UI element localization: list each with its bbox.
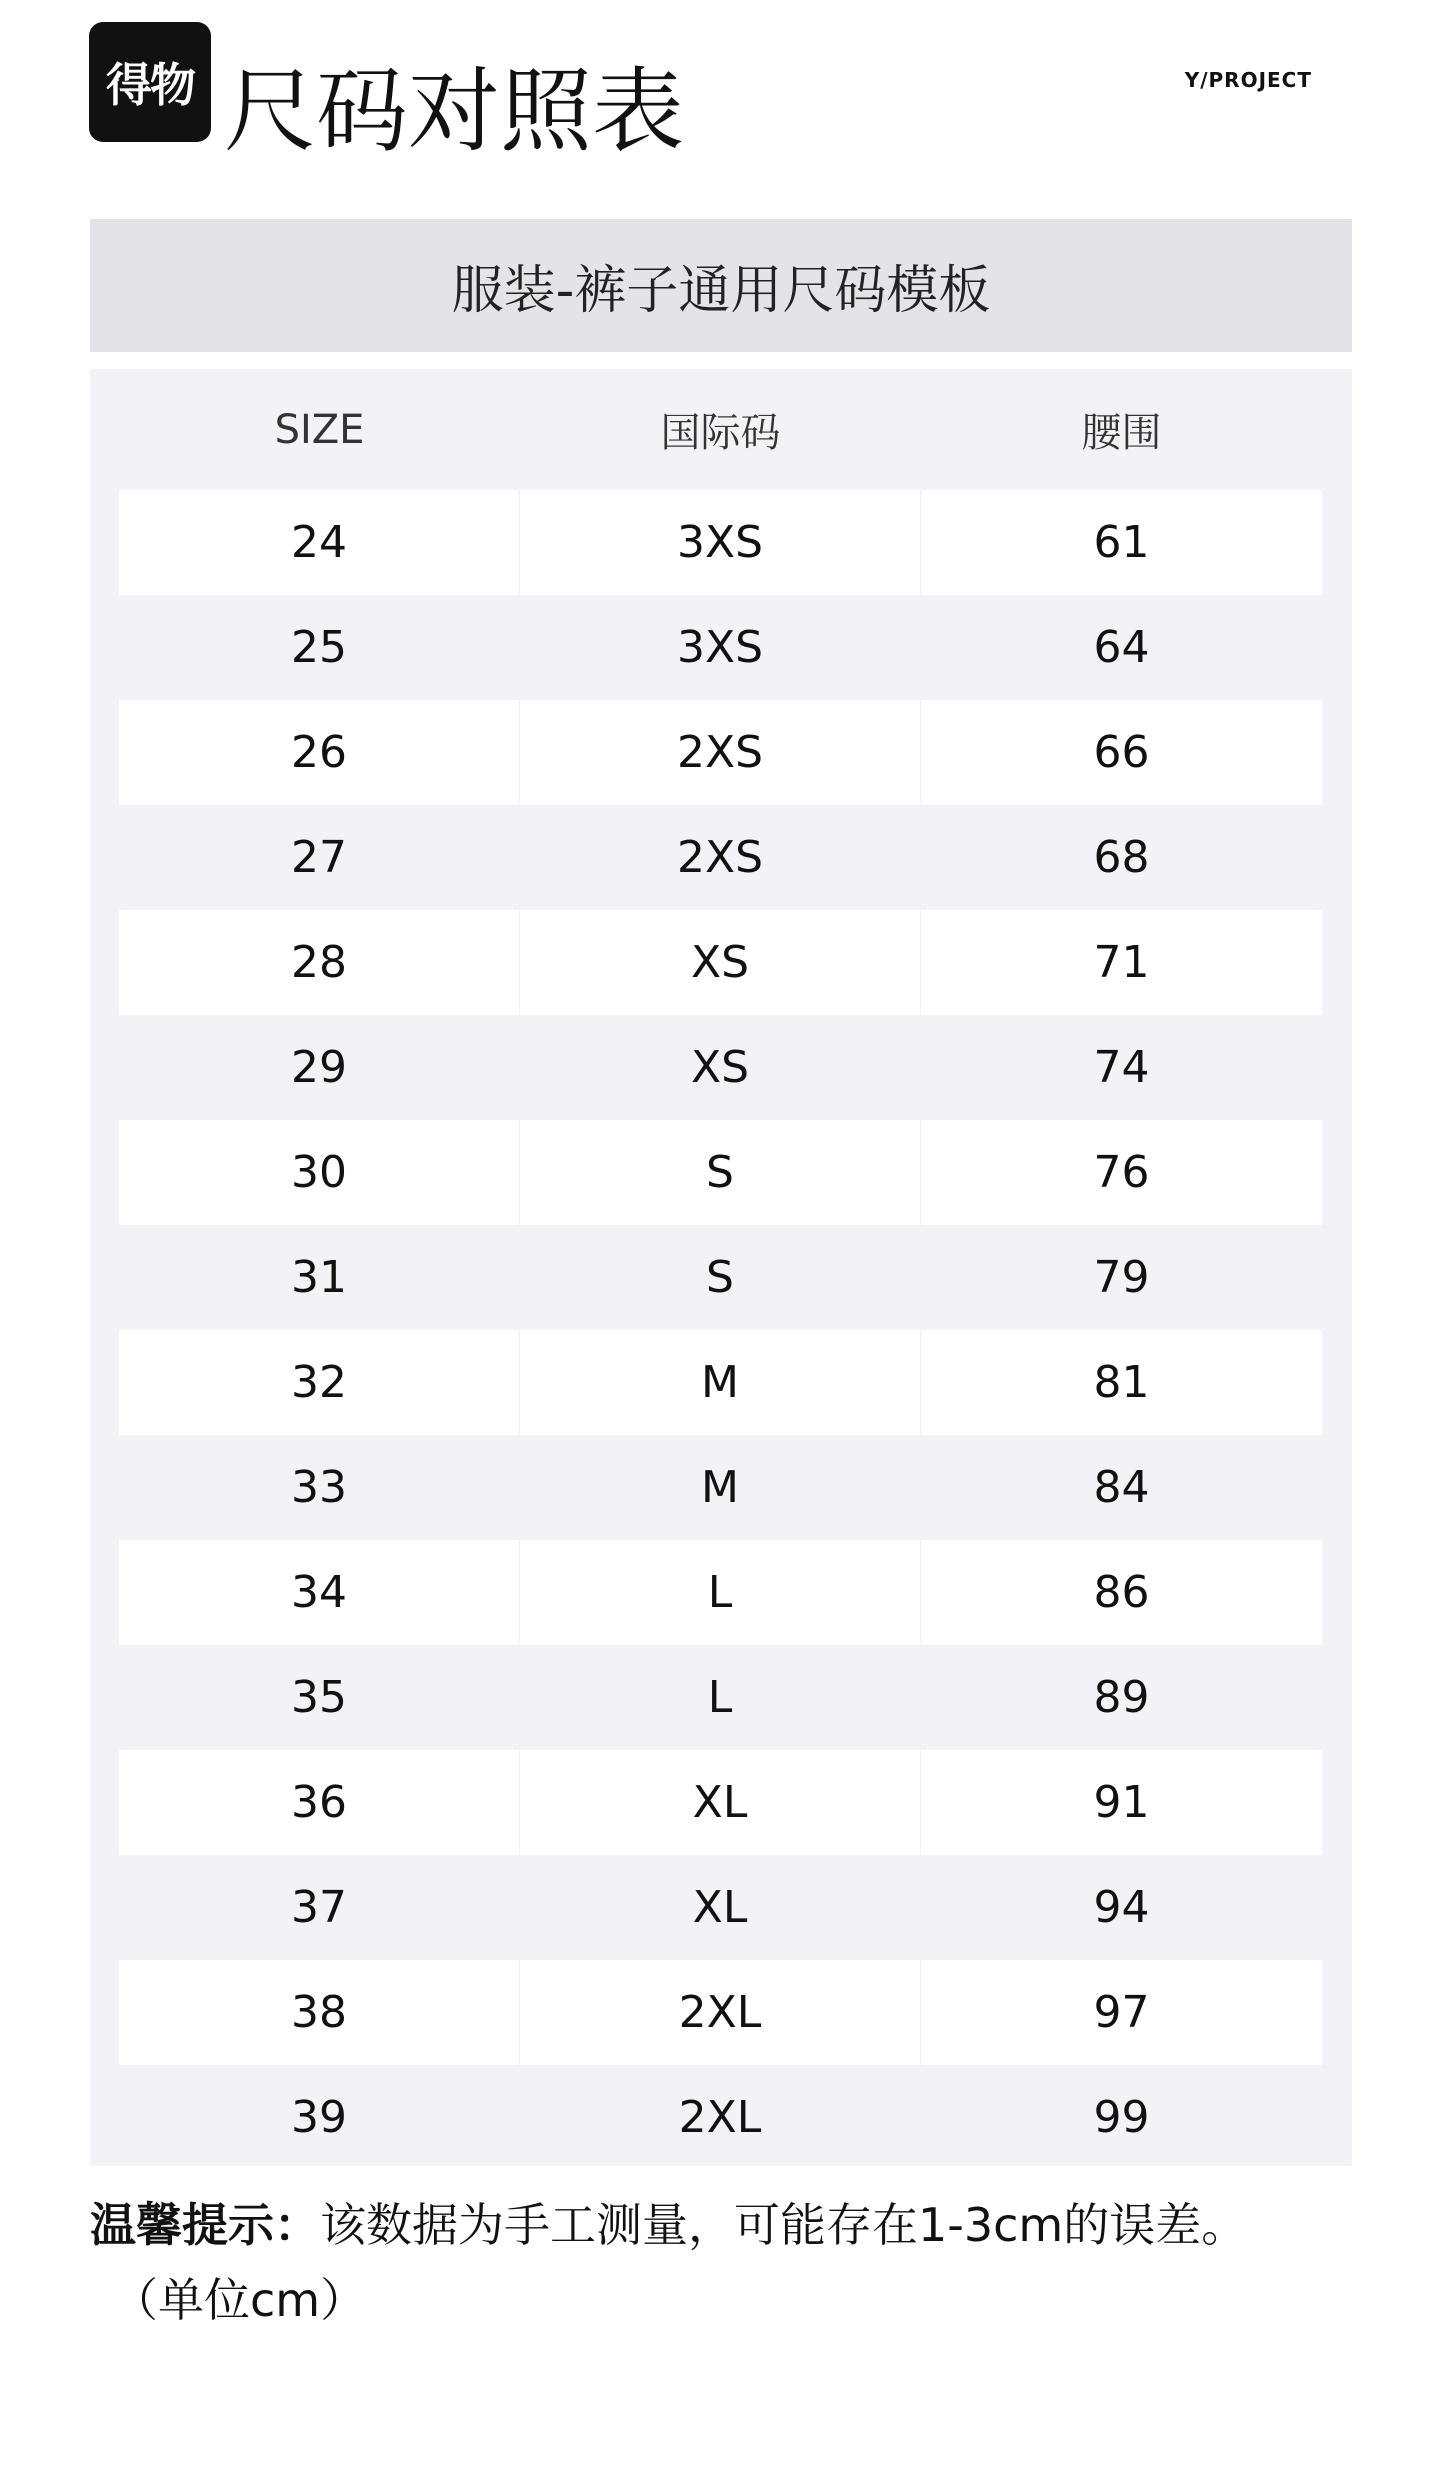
cell-international: M xyxy=(701,1462,739,1513)
unit-note: （单位cm） xyxy=(112,2273,367,2327)
cell-size: 32 xyxy=(291,1357,347,1408)
cell-size: 25 xyxy=(291,622,347,673)
cell-size: 28 xyxy=(291,937,347,988)
cell-waist: 94 xyxy=(1093,1882,1150,1933)
cell-size: 33 xyxy=(291,1462,347,1513)
table-row xyxy=(119,1960,1322,2065)
cell-size: 37 xyxy=(291,1882,347,1933)
cell-international: S xyxy=(706,1147,734,1198)
cell-waist: 64 xyxy=(1093,622,1150,673)
cell-size: 31 xyxy=(291,1252,347,1303)
cell-waist: 71 xyxy=(1093,937,1150,988)
table-body xyxy=(119,490,1322,2170)
cell-waist: 76 xyxy=(1093,1147,1150,1198)
column-header-international: 国际码 xyxy=(660,410,781,456)
cell-international: XL xyxy=(692,1777,748,1828)
table-row xyxy=(119,490,1322,595)
table-header-row xyxy=(119,369,1322,490)
cell-international: 2XS xyxy=(676,727,764,778)
size-table xyxy=(90,369,1352,2166)
cell-size: 36 xyxy=(291,1777,347,1828)
table-row xyxy=(119,595,1322,700)
cell-size: 26 xyxy=(291,727,347,778)
cell-size: 24 xyxy=(291,517,347,568)
cell-international: 2XL xyxy=(678,1987,762,2038)
brand-logo xyxy=(89,22,211,142)
tip-text: 该数据为手工测量，可能存在1-3cm的误差。 xyxy=(320,2198,1248,2252)
table-row xyxy=(119,2065,1322,2170)
cell-waist: 66 xyxy=(1093,727,1150,778)
table-row xyxy=(119,910,1322,1015)
cell-waist: 84 xyxy=(1093,1462,1150,1513)
cell-size: 38 xyxy=(291,1987,347,2038)
table-row xyxy=(119,1750,1322,1855)
cell-waist: 61 xyxy=(1093,517,1150,568)
table-row xyxy=(119,1435,1322,1540)
cell-waist: 91 xyxy=(1093,1777,1150,1828)
logo-text: 得物 xyxy=(106,58,194,112)
cell-waist: 89 xyxy=(1093,1672,1150,1723)
cell-waist: 99 xyxy=(1093,2092,1150,2143)
table-row xyxy=(119,1855,1322,1960)
cell-international: XS xyxy=(690,937,750,988)
tip-note xyxy=(90,2188,1390,2338)
table-row xyxy=(119,805,1322,910)
column-header-size: SIZE xyxy=(274,406,365,453)
cell-international: XL xyxy=(692,1882,748,1933)
cell-international: 2XS xyxy=(676,832,764,883)
cell-international: L xyxy=(707,1672,733,1723)
brand-name: Y/PROJECT xyxy=(1184,68,1312,92)
cell-size: 34 xyxy=(291,1567,347,1618)
template-title: 服装-裤子通用尺码模板 xyxy=(451,261,991,321)
table-row xyxy=(119,1540,1322,1645)
cell-waist: 86 xyxy=(1093,1567,1150,1618)
table-row xyxy=(119,1330,1322,1435)
cell-size: 27 xyxy=(291,832,347,883)
tip-label: 温馨提示： xyxy=(90,2198,320,2252)
template-header xyxy=(90,219,1352,352)
table-row xyxy=(119,1645,1322,1750)
cell-international: M xyxy=(701,1357,739,1408)
cell-waist: 74 xyxy=(1093,1042,1150,1093)
column-header-waist: 腰围 xyxy=(1081,410,1162,456)
cell-international: L xyxy=(707,1567,733,1618)
table-row xyxy=(119,1225,1322,1330)
cell-size: 39 xyxy=(291,2092,347,2143)
cell-international: S xyxy=(706,1252,734,1303)
cell-size: 29 xyxy=(291,1042,347,1093)
cell-size: 30 xyxy=(291,1147,347,1198)
cell-waist: 68 xyxy=(1093,832,1150,883)
cell-size: 35 xyxy=(291,1672,347,1723)
table-row xyxy=(119,1015,1322,1120)
cell-international: 3XS xyxy=(676,517,764,568)
cell-waist: 97 xyxy=(1093,1987,1150,2038)
cell-waist: 79 xyxy=(1093,1252,1150,1303)
cell-international: XS xyxy=(690,1042,750,1093)
cell-international: 2XL xyxy=(678,2092,762,2143)
page-title: 尺码对照表 xyxy=(224,58,685,165)
cell-waist: 81 xyxy=(1093,1357,1150,1408)
table-row xyxy=(119,1120,1322,1225)
table-row xyxy=(119,700,1322,805)
cell-international: 3XS xyxy=(676,622,764,673)
